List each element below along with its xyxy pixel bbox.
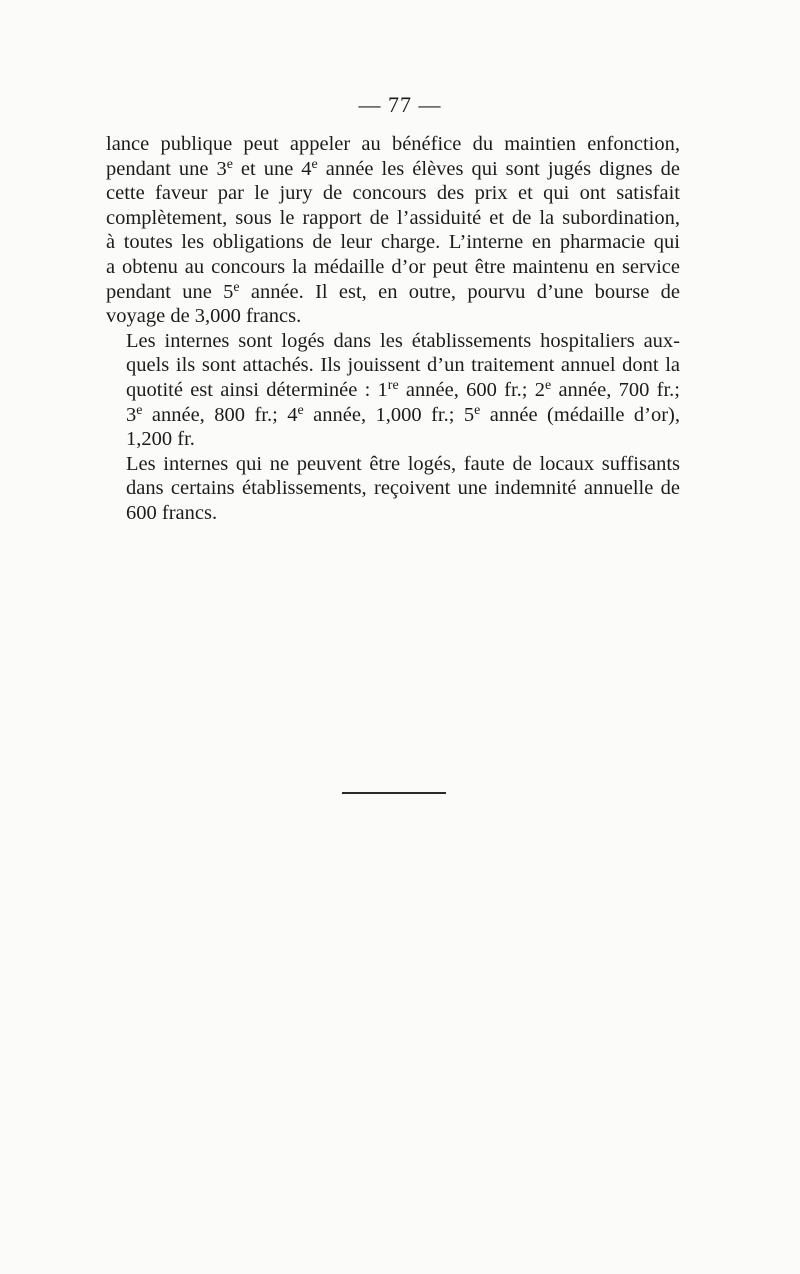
text-line: 1,200 fr. xyxy=(126,428,195,451)
ordinal-superscript: e xyxy=(311,156,318,172)
text-line: Les internes qui ne peuvent être logés, faute de locaux suffisants xyxy=(126,452,680,475)
paragraph-3 xyxy=(106,452,680,526)
text-line: Les internes sont logés dans les établissements hospitaliers aux- xyxy=(126,329,680,352)
text-line: à toutes les obligations de leur charge. L’interne en pharmacie qui xyxy=(106,231,680,254)
ordinal-superscript: re xyxy=(387,377,399,393)
ordinal-superscript: e xyxy=(474,402,481,418)
ordinal-superscript: e xyxy=(226,156,233,172)
text-line: pendant une 5e année. Il est, en outre, pourvu d’une bourse de xyxy=(106,279,680,303)
text-line: a obtenu au concours la médaille d’or peut être maintenu en service xyxy=(106,255,680,278)
ordinal-superscript: e xyxy=(136,402,143,418)
text-line: dans certains établissements, reçoivent une indemnité annuelle de xyxy=(126,477,680,500)
ordinal-superscript: e xyxy=(233,279,240,295)
text-line: lance publique peut appeler au bénéfice du maintien enfonction, xyxy=(106,133,680,155)
text-line: cette faveur par le jury de concours des prix et qui ont satisfait xyxy=(106,182,680,205)
ordinal-superscript: e xyxy=(297,402,304,418)
text-line: complètement, sous le rapport de l’assiduité et de la subordination, xyxy=(106,206,680,229)
paragraph-1 xyxy=(106,132,680,329)
text-line: 3e année, 800 fr.; 4e année, 1,000 fr.; 5e année (médaille d’or), xyxy=(126,402,681,426)
page-number: — 77 — xyxy=(358,92,442,117)
text-line: 600 francs. xyxy=(126,501,218,524)
closing-rule xyxy=(342,792,446,794)
paragraph-2 xyxy=(106,329,680,452)
text-line: quels ils sont attachés. Ils jouissent d’un traitement annuel dont la xyxy=(126,354,680,377)
text-line: pendant une 3e et une 4e année les élèves qui sont jugés dignes de xyxy=(106,156,680,180)
body-text xyxy=(106,132,680,526)
ordinal-superscript: e xyxy=(544,377,552,393)
text-line: quotité est ainsi déterminée : 1re année, 600 fr.; 2e année, 700 fr.; xyxy=(126,377,681,401)
text-line: voyage de 3,000 francs. xyxy=(106,305,302,328)
